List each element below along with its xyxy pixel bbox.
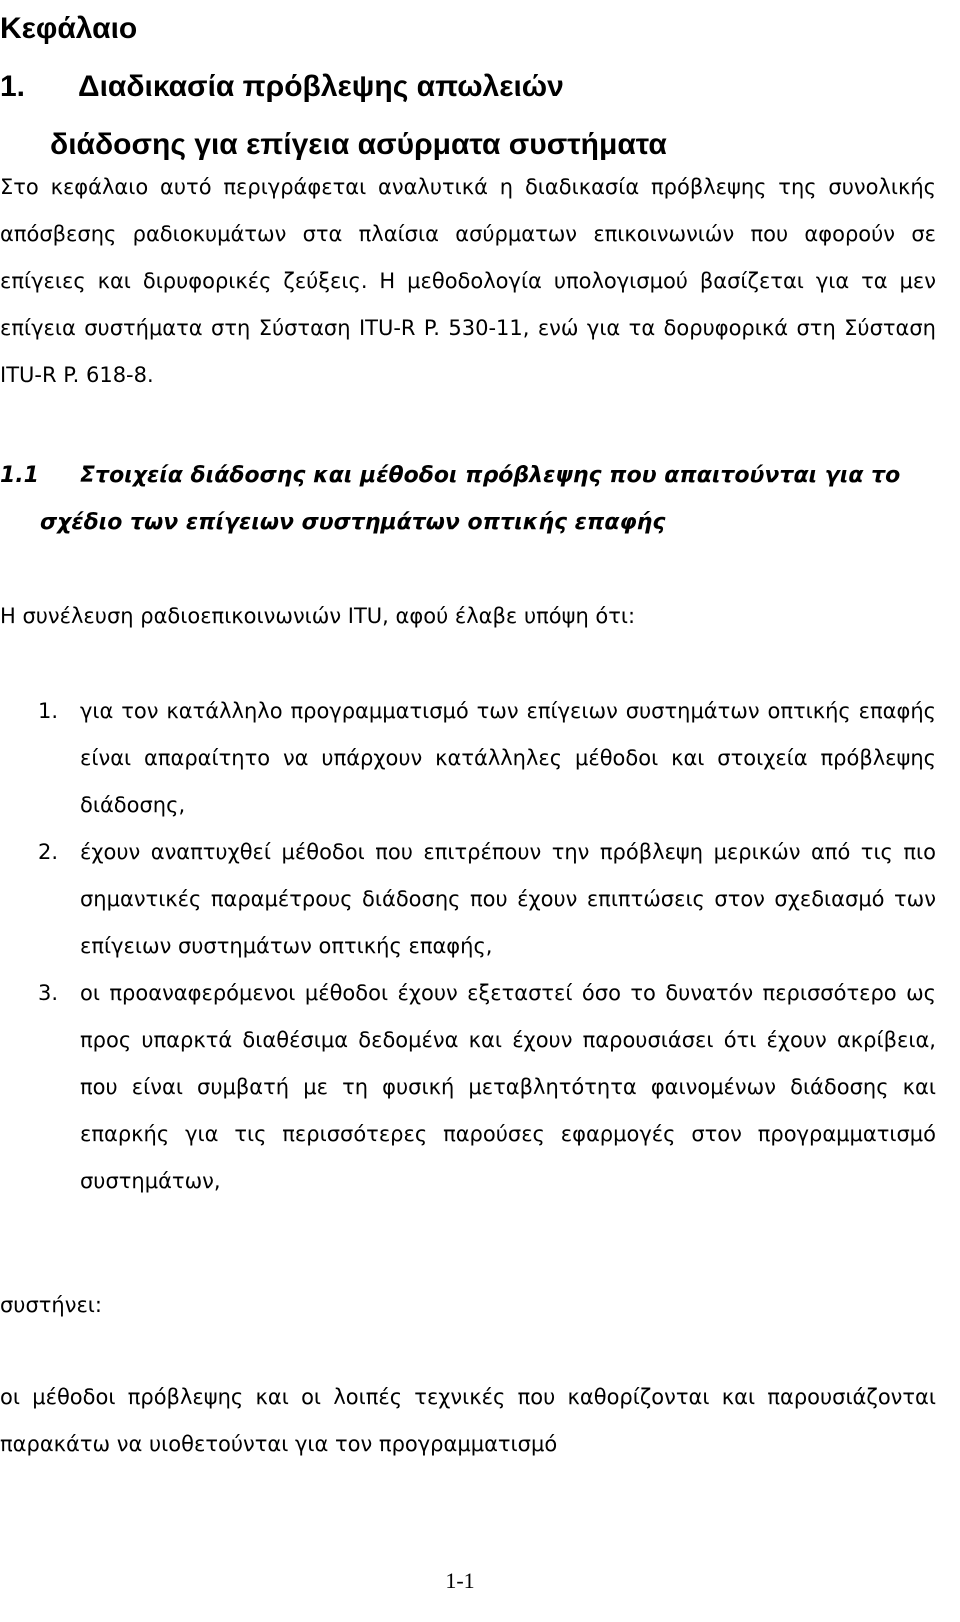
considerations-list — [0, 688, 936, 1205]
assembly-paragraph: Η συνέλευση ραδιοεπικοινωνιών ITU, αφού έλαβε υπόψη ότι: — [0, 604, 636, 628]
chapter-number: Κεφάλαιο 1. — [0, 12, 138, 103]
section-title-line2: σχέδιο των επίγειων συστημάτων οπτικής επαφής — [40, 510, 666, 535]
list-item — [0, 829, 936, 970]
list-item — [0, 688, 936, 829]
intro-paragraph: Στο κεφάλαιο αυτό περιγράφεται αναλυτικά η διαδικασία πρόβλεψης της συνολικής απόσβεσης ραδιοκυμάτων στα πλαίσια ασύρματων επικοινωνιών που αφορούν σε επίγειες και διρυφορικές ζεύξεις. Η μεθοδολογία υπολογισμού βασίζεται για τα μεν επίγεια συστήματα στη Σύσταση ITU-R P. 530-11, ενώ για τα δορυφορικά στη Σύσταση ITU-R P. 618-8. — [0, 175, 936, 387]
list-marker: 1. — [38, 699, 59, 723]
list-item-text: οι προαναφερόμενοι μέθοδοι έχουν εξεταστεί όσο το δυνατόν περισσότερο ως προς υπαρκτά διαθέσιμα δεδομένα και έχουν παρουσιάσει ότι έχουν ακρίβεια, που είναι συμβατή με τη φυσική μεταβλητότητα φαινομένων διάδοσης και επαρκής για τις περισσότερες παρούσες εφαρμογές στον προγραμματισμό συστημάτων, — [80, 981, 936, 1193]
chapter-title — [0, 0, 930, 174]
list-item-text: έχουν αναπτυχθεί μέθοδοι που επιτρέπουν την πρόβλεψη μερικών από τις πιο σημαντικές παραμέτρους διάδοσης που έχουν επιπτώσεις στον σχεδιασμό των επίγειων συστημάτων οπτικής επαφής, — [80, 840, 936, 958]
section-number: 1.1 — [0, 463, 39, 488]
section-heading — [0, 452, 930, 546]
list-marker: 3. — [38, 981, 59, 1005]
section-title-line1: Στοιχεία διάδοσης και μέθοδοι πρόβλεψης που απαιτούνται για το — [80, 463, 901, 488]
list-item — [0, 970, 936, 1205]
page-number: 1-1 — [445, 1568, 475, 1593]
chapter-title-line1: Διαδικασία πρόβλεψης απωλειών — [78, 70, 564, 103]
chapter-title-line2: διάδοσης για επίγεια ασύρματα συστήματα — [50, 128, 667, 161]
list-item-text: για τον κατάλληλο προγραμματισμό των επίγειων συστημάτων οπτικής επαφής είναι απαραίτητο να υπάρχουν κατάλληλες μέθοδοι και στοιχεία πρόβλεψης διάδοσης, — [80, 699, 936, 817]
recommends-label: συστήνει: — [0, 1293, 102, 1317]
list-marker: 2. — [38, 840, 59, 864]
recommends-paragraph: οι μέθοδοι πρόβλεψης και οι λοιπές τεχνικές που καθορίζονται και παρουσιάζονται παρακάτω να υιοθετούνται για τον προγραμματισμό — [0, 1385, 936, 1456]
